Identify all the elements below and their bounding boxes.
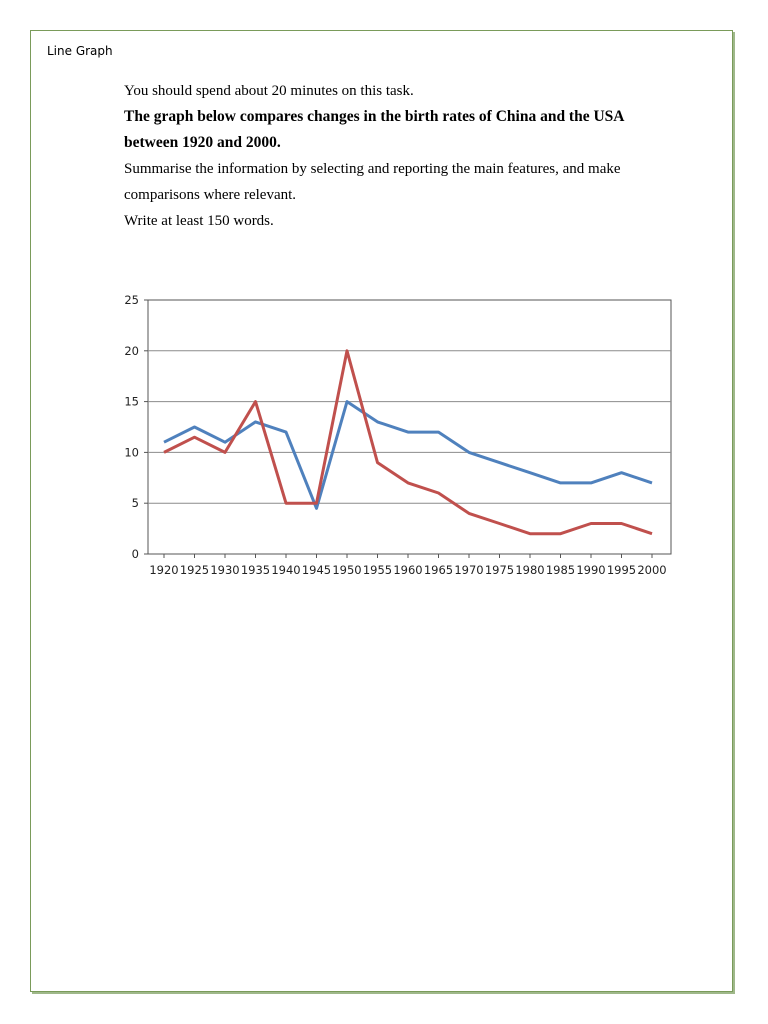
y-tick-label: 15 <box>124 394 139 409</box>
x-tick-label: 1940 <box>271 563 301 577</box>
x-tick-label: 1925 <box>179 563 210 577</box>
x-tick-label: 1935 <box>240 563 271 577</box>
task-prompt: The graph below compares changes in the birth rates of China and the USA between 1920 and 2000. <box>124 108 624 151</box>
task-instruction: Summarise the information by selecting and reporting the main features, and make comparisons where relevant. <box>124 161 621 203</box>
task-instructions <box>124 78 664 234</box>
x-tick-label: 1975 <box>484 563 515 577</box>
x-tick-label: 1960 <box>393 563 423 577</box>
plot-area-border <box>148 300 671 554</box>
series-line-2 <box>164 351 652 534</box>
y-tick-label: 25 <box>124 293 139 307</box>
x-tick-label: 1955 <box>362 563 393 577</box>
y-tick-label: 20 <box>124 343 139 358</box>
x-tick-label: 1980 <box>515 563 545 577</box>
x-tick-label: 1950 <box>332 563 362 577</box>
y-tick-label: 5 <box>131 496 139 511</box>
x-tick-label: 1920 <box>149 563 179 577</box>
x-tick-label: 1930 <box>210 563 240 577</box>
x-tick-label: 1990 <box>576 563 606 577</box>
document-label: Line Graph <box>47 44 113 58</box>
x-tick-label: 1995 <box>606 563 637 577</box>
x-tick-label: 1985 <box>545 563 576 577</box>
task-word-count: Write at least 150 words. <box>124 213 274 229</box>
task-intro: You should spend about 20 minutes on this task. <box>124 83 414 99</box>
series-line-1 <box>164 402 652 509</box>
y-tick-label: 0 <box>131 547 139 561</box>
y-tick-label: 10 <box>124 445 139 460</box>
birth-rate-line-chart <box>110 290 690 590</box>
x-tick-label: 1945 <box>301 563 332 577</box>
x-tick-label: 2000 <box>637 563 667 577</box>
x-tick-label: 1970 <box>454 563 484 577</box>
x-tick-label: 1965 <box>423 563 454 577</box>
